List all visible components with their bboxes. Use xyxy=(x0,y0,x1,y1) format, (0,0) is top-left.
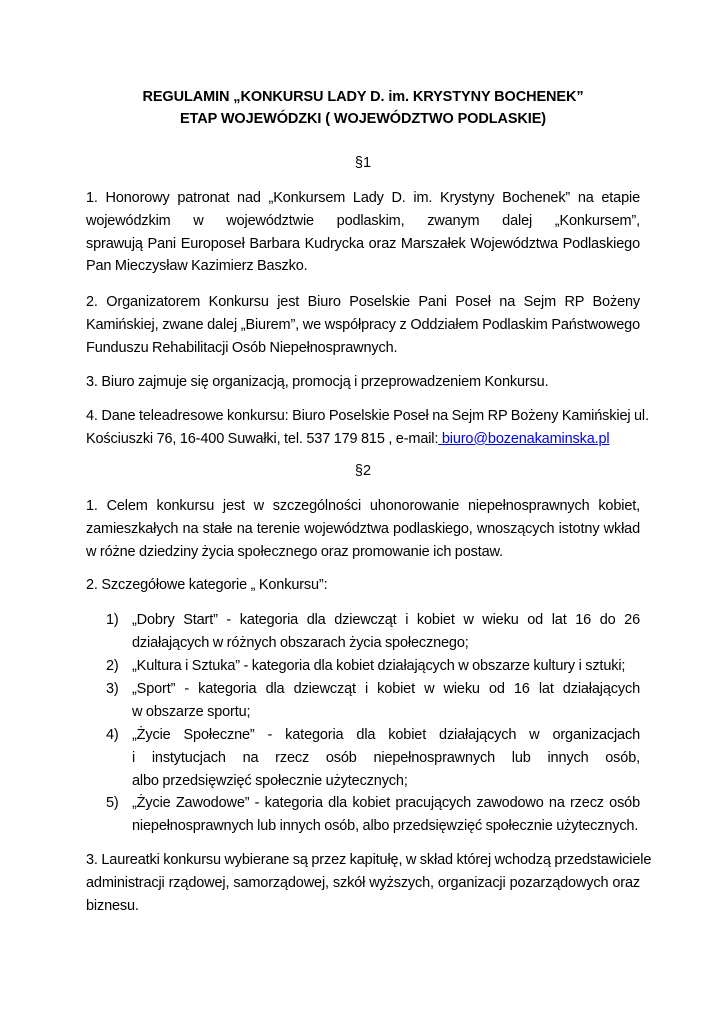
text-line: działających w różnych obszarach życia społecznego; xyxy=(132,634,469,651)
category-body xyxy=(132,724,640,792)
document-title-line-1: REGULAMIN „KONKURSU LADY D. im. KRYSTYNY BOCHENEK” xyxy=(142,89,584,105)
category-number: 3) xyxy=(106,681,119,697)
section-1-mark: §1 xyxy=(354,155,372,171)
document-title-line-2: ETAP WOJEWÓDZKI ( WOJEWÓDZTWO PODLASKIE) xyxy=(179,111,546,127)
text-line: sprawują Pani Europoseł Barbara Kudrycka oraz Marszałek Województwa Podlaskiego xyxy=(86,235,640,252)
category-number: 5) xyxy=(106,795,119,811)
text-line: w obszarze sportu; xyxy=(132,703,251,720)
text-line: wojewódzkim w województwie podlaskim, zwanym dalej „Konkursem”, xyxy=(86,212,640,229)
text-line: Pan Mieczysław Kazimierz Baszko. xyxy=(86,258,308,275)
text-line: niepełnosprawnych lub innych osób, albo przedsięwzięć społecznie użytecznych. xyxy=(132,817,639,834)
category-body xyxy=(132,678,640,724)
category-number: 1) xyxy=(106,612,119,628)
contact-address: Kościuszki 76, 16-400 Suwałki, tel. 537 179 815 , e-mail: xyxy=(86,430,439,447)
text-line: 4. Dane teleadresowe konkursu: Biuro Poselskie Poseł na Sejm RP Bożeny Kamińskiej ul. xyxy=(86,408,649,424)
category-number: 4) xyxy=(106,727,119,743)
category-number: 2) xyxy=(106,658,119,674)
text-line: zamieszkałych na stałe na terenie województwa podlaskiego, wnoszących istotny wkład xyxy=(86,520,640,537)
text-line: „Kultura i Sztuka” - kategoria dla kobiet działających w obszarze kultury i sztuki; xyxy=(132,658,626,674)
section-1-paragraph-2 xyxy=(86,291,640,359)
text-line: biznesu. xyxy=(86,897,139,914)
text-line: 1. Honorowy patronat nad „Konkursem Lady D. im. Krystyny Bochenek” na etapie xyxy=(86,190,640,206)
section-2-paragraph-3 xyxy=(86,849,652,917)
section-2-paragraph-1 xyxy=(86,495,640,563)
text-line: 2. Szczegółowe kategorie „ Konkursu”: xyxy=(86,577,328,593)
category-body xyxy=(132,655,640,678)
text-line: albo przedsięwzięć społecznie użytecznych; xyxy=(132,772,408,789)
text-line: 3. Biuro zajmuje się organizacją, promocją i przeprowadzeniem Konkursu. xyxy=(86,374,549,390)
category-body xyxy=(132,609,640,655)
text-line: Kamińskiej, zwane dalej „Biurem”, we współpracy z Oddziałem Podlaskim Państwowego xyxy=(86,316,640,333)
text-line: „Życie Społeczne” - kategoria dla kobiet działających w organizacjach xyxy=(132,727,640,743)
text-line: „Życie Zawodowe” - kategoria dla kobiet pracujących zawodowo na rzecz osób xyxy=(132,795,640,811)
section-1-paragraph-4 xyxy=(86,405,649,451)
section-2-paragraph-2 xyxy=(86,574,640,597)
email-link[interactable]: biuro@bozenakaminska.pl xyxy=(438,430,610,447)
text-line: administracji rządowej, samorządowej, szkół wyższych, organizacji pozarządowych oraz xyxy=(86,874,640,891)
section-2-mark: §2 xyxy=(354,463,372,479)
text-line xyxy=(86,428,640,451)
text-line: Funduszu Rehabilitacji Osób Niepełnosprawnych. xyxy=(86,339,398,356)
text-line: 1. Celem konkursu jest w szczególności uhonorowanie niepełnosprawnych kobiet, xyxy=(86,498,640,514)
category-body xyxy=(132,792,640,838)
text-line: i instytucjach na rzecz osób niepełnosprawnych lub innych osób, xyxy=(132,749,640,766)
text-line: 3. Laureatki konkursu wybierane są przez kapitułę, w skład której wchodzą przedstawiciele xyxy=(86,852,652,868)
section-1-paragraph-3 xyxy=(86,371,640,394)
text-line: w różne dziedziny życia społecznego oraz promowanie ich postaw. xyxy=(86,543,503,560)
text-line: 2. Organizatorem Konkursu jest Biuro Poselskie Pani Poseł na Sejm RP Bożeny xyxy=(86,294,640,310)
text-line: „Dobry Start” - kategoria dla dziewcząt i kobiet w wieku od lat 16 do 26 xyxy=(132,612,640,628)
text-line: „Sport” - kategoria dla dziewcząt i kobiet w wieku od 16 lat działających xyxy=(132,681,640,697)
section-1-paragraph-1 xyxy=(86,187,640,278)
